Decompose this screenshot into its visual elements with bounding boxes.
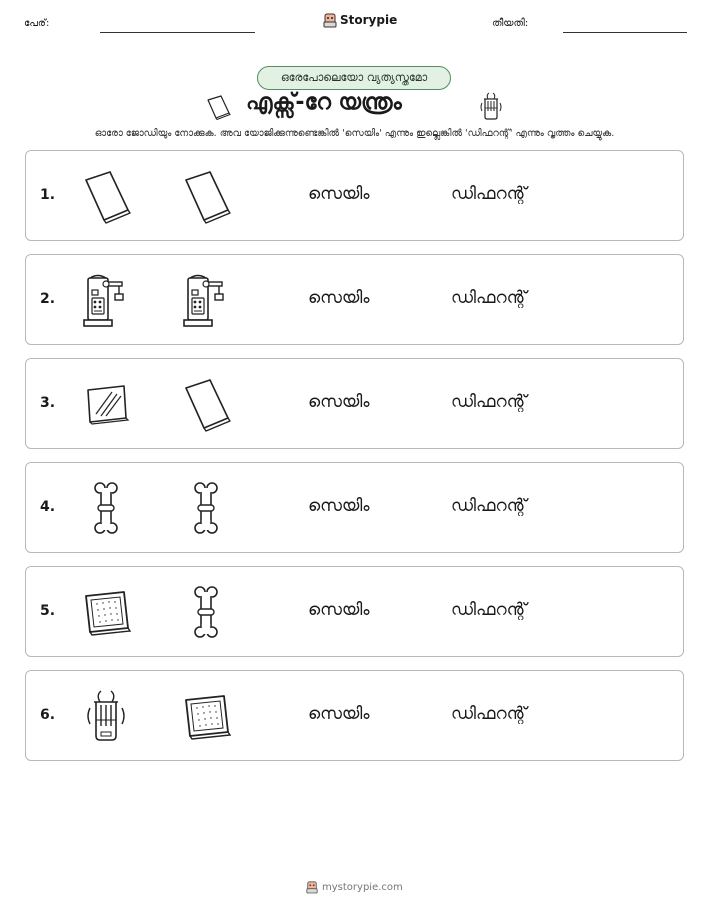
row-number: 1. <box>40 187 56 203</box>
topic-badge: ഒരേപോലെയോ വ്യത്യസ്തമോ <box>257 66 451 90</box>
beaker-icon <box>478 91 504 125</box>
exercise-row-1 <box>25 150 684 241</box>
different-option[interactable]: ഡിഫറന്റ് <box>451 392 527 412</box>
title-row <box>0 90 709 122</box>
footer <box>306 880 403 894</box>
row-number: 3. <box>40 395 56 411</box>
different-option[interactable]: ഡിഫറന്റ് <box>451 184 527 204</box>
exercise-row-2 <box>25 254 684 345</box>
footer-link[interactable]: mystorypie.com <box>322 881 403 893</box>
exercise-row-3 <box>25 358 684 449</box>
same-option[interactable]: സെയിം <box>308 184 370 204</box>
row-number: 4. <box>40 499 56 515</box>
exercise-row-6 <box>25 670 684 761</box>
different-option[interactable]: ഡിഫറന്റ് <box>451 496 527 516</box>
brand-logo <box>323 12 397 28</box>
film-book-icon <box>204 94 232 124</box>
dotted-plate-icon <box>78 584 136 642</box>
film-book-icon <box>178 376 236 434</box>
row-number: 6. <box>40 707 56 723</box>
date-label: തീയതി: <box>492 18 529 29</box>
dotted-plate-icon <box>178 688 236 746</box>
row-number: 2. <box>40 291 56 307</box>
bone-icon <box>178 584 236 642</box>
exercise-row-4 <box>25 462 684 553</box>
storypie-mascot-icon <box>323 12 337 28</box>
xray-machine-icon <box>78 272 136 330</box>
storypie-mascot-icon <box>306 880 318 894</box>
name-label: പേര്: <box>24 18 50 29</box>
date-line[interactable] <box>563 32 687 33</box>
film-book-icon <box>178 168 236 226</box>
instructions: ഓരോ ജോഡിയും നോക്കുക. അവ യോജിക്കുന്നുണ്ടെങ്കിൽ 'സെയിം' എന്നും ഇല്ലെങ്കിൽ 'ഡിഫറന്റ്' എന്നും വൃത്തം ചെയ്യുക. <box>94 128 615 139</box>
same-option[interactable]: സെയിം <box>308 704 370 724</box>
different-option[interactable]: ഡിഫറന്റ് <box>451 704 527 724</box>
bone-icon <box>178 480 236 538</box>
brand-name: Storypie <box>340 13 398 27</box>
same-option[interactable]: സെയിം <box>308 600 370 620</box>
beaker-icon <box>78 688 136 746</box>
same-option[interactable]: സെയിം <box>308 288 370 308</box>
same-option[interactable]: സെയിം <box>308 496 370 516</box>
name-line[interactable] <box>100 32 255 33</box>
bone-icon <box>78 480 136 538</box>
different-option[interactable]: ഡിഫറന്റ് <box>451 600 527 620</box>
page-title: എക്സ്-റേ യന്ത്രം <box>246 90 402 115</box>
xray-machine-icon <box>178 272 236 330</box>
different-option[interactable]: ഡിഫറന്റ് <box>451 288 527 308</box>
film-book-icon <box>78 168 136 226</box>
exercise-row-5 <box>25 566 684 657</box>
same-option[interactable]: സെയിം <box>308 392 370 412</box>
row-number: 5. <box>40 603 56 619</box>
glass-plate-icon <box>78 376 136 434</box>
